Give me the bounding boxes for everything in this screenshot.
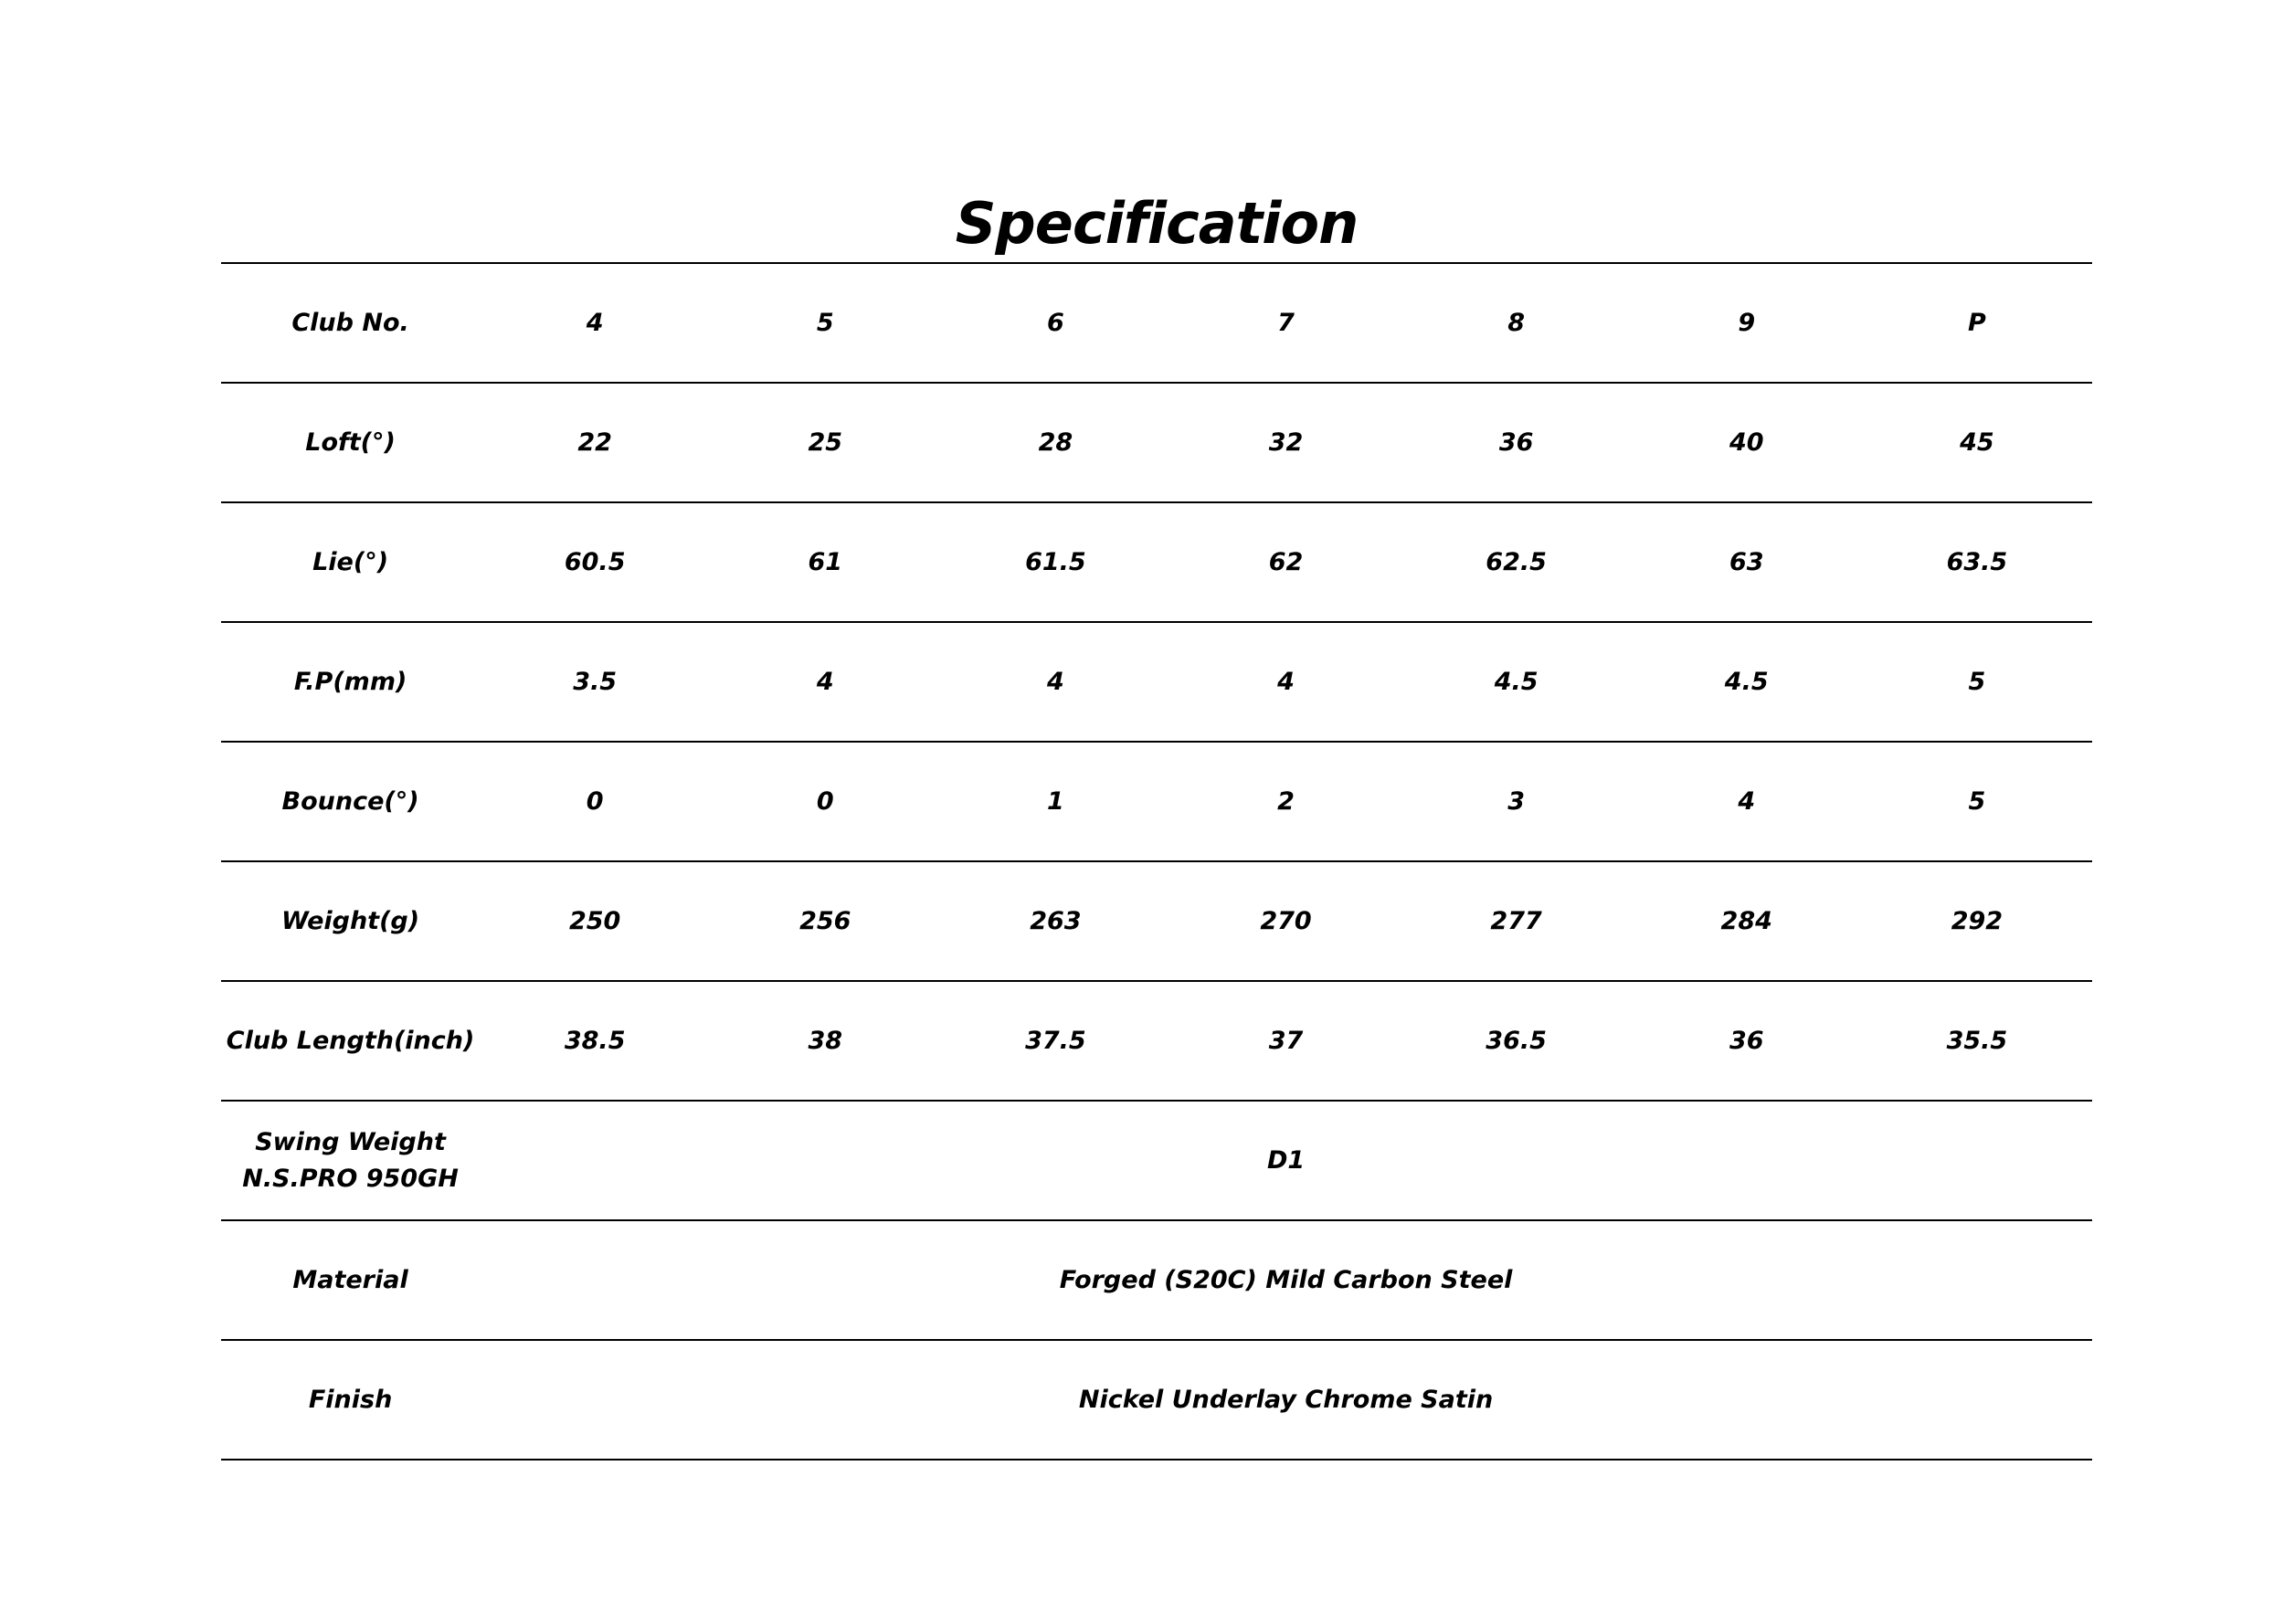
table-cell: P xyxy=(1862,263,2092,383)
row-label: Lie(°) xyxy=(221,502,480,622)
table-row xyxy=(221,742,2092,861)
table-cell: 5 xyxy=(1862,742,2092,861)
row-label: Weight(g) xyxy=(221,861,480,981)
table-row-material xyxy=(221,1220,2092,1340)
table-cell: 62 xyxy=(1170,502,1401,622)
row-label: F.P(mm) xyxy=(221,622,480,742)
table-cell: 4 xyxy=(1170,622,1401,742)
row-label: Club Length(inch) xyxy=(221,981,480,1101)
row-label-line: N.S.PRO 950GH xyxy=(242,1164,459,1193)
table-cell: 284 xyxy=(1632,861,1862,981)
table-cell: 263 xyxy=(940,861,1170,981)
table-row xyxy=(221,383,2092,502)
table-cell: 22 xyxy=(480,383,710,502)
table-cell: 3.5 xyxy=(480,622,710,742)
table-cell: 36 xyxy=(1401,383,1632,502)
table-cell: 4.5 xyxy=(1632,622,1862,742)
table-cell: 36.5 xyxy=(1401,981,1632,1101)
table-cell: 2 xyxy=(1170,742,1401,861)
row-value: Nickel Underlay Chrome Satin xyxy=(480,1340,2092,1460)
row-label: Loft(°) xyxy=(221,383,480,502)
row-value: Forged (S20C) Mild Carbon Steel xyxy=(480,1220,2092,1340)
table-cell: 277 xyxy=(1401,861,1632,981)
row-label-line: Swing Weight xyxy=(255,1127,446,1156)
table-cell: 63 xyxy=(1632,502,1862,622)
row-label: Club No. xyxy=(221,263,480,383)
row-label: Finish xyxy=(221,1340,480,1460)
table-cell: 250 xyxy=(480,861,710,981)
specification-table-body xyxy=(221,263,2092,1460)
page-title: Specification xyxy=(955,190,1359,257)
table-cell: 61.5 xyxy=(940,502,1170,622)
table-cell: 62.5 xyxy=(1401,502,1632,622)
row-value: D1 xyxy=(480,1101,2092,1220)
table-row xyxy=(221,622,2092,742)
table-cell: 61 xyxy=(710,502,940,622)
table-row xyxy=(221,861,2092,981)
table-cell: 8 xyxy=(1401,263,1632,383)
table-row-finish xyxy=(221,1340,2092,1460)
table-cell: 7 xyxy=(1170,263,1401,383)
table-cell: 35.5 xyxy=(1862,981,2092,1101)
table-cell: 4 xyxy=(1632,742,1862,861)
table-cell: 45 xyxy=(1862,383,2092,502)
table-cell: 38 xyxy=(710,981,940,1101)
table-cell: 60.5 xyxy=(480,502,710,622)
table-cell: 256 xyxy=(710,861,940,981)
table-cell: 4 xyxy=(940,622,1170,742)
row-label xyxy=(221,1101,480,1220)
table-cell: 25 xyxy=(710,383,940,502)
table-cell: 38.5 xyxy=(480,981,710,1101)
table-cell: 3 xyxy=(1401,742,1632,861)
table-cell: 9 xyxy=(1632,263,1862,383)
row-label: Bounce(°) xyxy=(221,742,480,861)
table-row xyxy=(221,981,2092,1101)
table-row xyxy=(221,502,2092,622)
row-label: Material xyxy=(221,1220,480,1340)
table-cell: 1 xyxy=(940,742,1170,861)
specification-table xyxy=(221,262,2092,1461)
table-cell: 270 xyxy=(1170,861,1401,981)
table-cell: 292 xyxy=(1862,861,2092,981)
table-cell: 0 xyxy=(480,742,710,861)
table-cell: 4 xyxy=(710,622,940,742)
table-cell: 37 xyxy=(1170,981,1401,1101)
table-cell: 40 xyxy=(1632,383,1862,502)
table-cell: 37.5 xyxy=(940,981,1170,1101)
table-cell: 36 xyxy=(1632,981,1862,1101)
table-cell: 6 xyxy=(940,263,1170,383)
table-cell: 4.5 xyxy=(1401,622,1632,742)
table-cell: 5 xyxy=(1862,622,2092,742)
table-row-swing-weight xyxy=(221,1101,2092,1220)
table-cell: 0 xyxy=(710,742,940,861)
table-cell: 4 xyxy=(480,263,710,383)
table-cell: 63.5 xyxy=(1862,502,2092,622)
table-cell: 32 xyxy=(1170,383,1401,502)
table-row xyxy=(221,263,2092,383)
table-cell: 5 xyxy=(710,263,940,383)
table-cell: 28 xyxy=(940,383,1170,502)
